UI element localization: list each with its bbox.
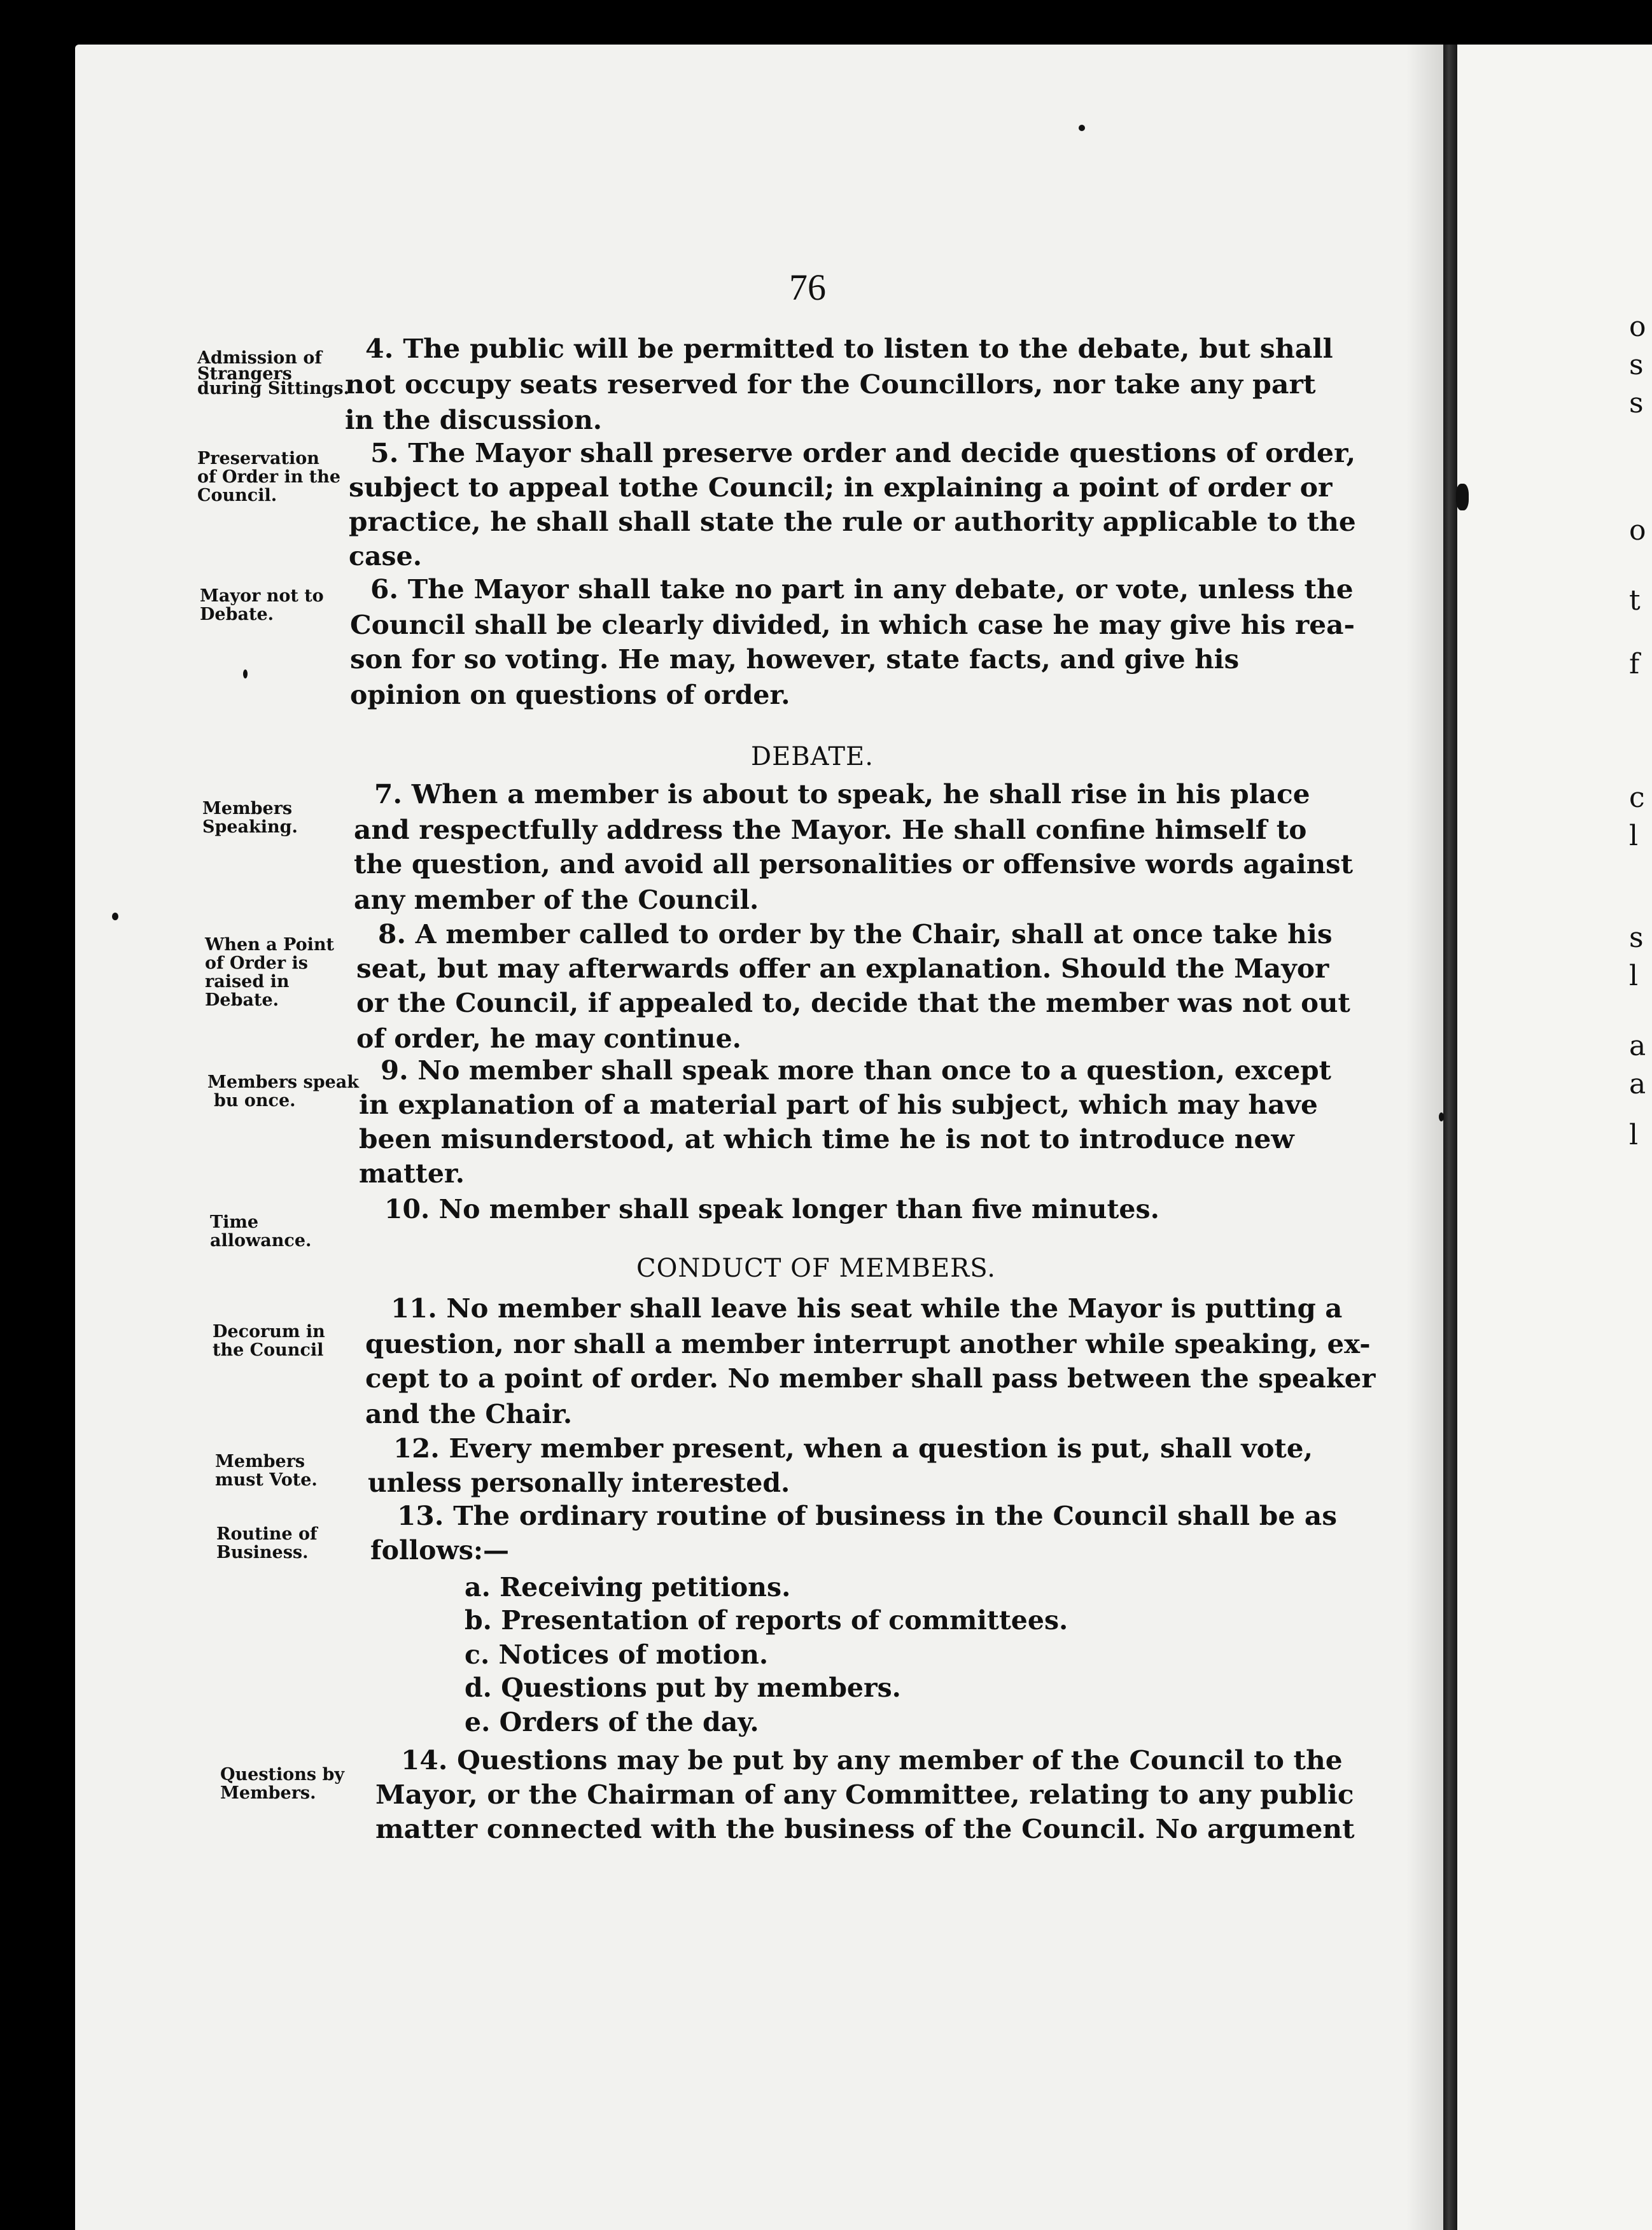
side-note-line: raised in (205, 972, 290, 992)
side-note (205, 936, 334, 1009)
body-line: Council shall be clearly divided, in which case he may give his rea- (350, 610, 1355, 640)
body-line: son for so voting. He may, however, state facts, and give his (350, 644, 1240, 675)
side-note (207, 1073, 359, 1110)
side-note (197, 349, 349, 396)
side-note-line: allowance. (210, 1231, 312, 1251)
facing-page-fragment: o (1629, 311, 1646, 343)
side-note-line: Mayor not to (200, 586, 324, 606)
facing-page-fragment: s (1629, 922, 1644, 954)
facing-page-fragment: l (1629, 1119, 1639, 1151)
side-note-line: Admission of (197, 348, 322, 368)
body-line: 10. No member shall speak longer than five minutes. (384, 1194, 1159, 1224)
body-line: been misunderstood, at which time he is not to introduce new (359, 1124, 1294, 1154)
list-item: b. Presentation of reports of committees. (465, 1605, 1068, 1636)
side-note-line: of Order in the (197, 467, 341, 487)
side-note-line: must Vote. (215, 1470, 318, 1490)
side-note (202, 799, 298, 836)
list-item: e. Orders of the day. (465, 1707, 759, 1737)
facing-page-fragment: a (1629, 1068, 1646, 1100)
side-note-line: Debate. (200, 605, 274, 624)
body-line: cept to a point of order. No member shall pass between the speaker (365, 1363, 1376, 1394)
body-line: matter. (359, 1158, 465, 1189)
side-note-line: Questions by (220, 1765, 345, 1785)
book-spine (1443, 45, 1457, 2230)
body-line: matter connected with the business of the Council. No argument (375, 1814, 1355, 1844)
list-item: a. Receiving petitions. (465, 1572, 791, 1602)
ink-speck (1456, 484, 1469, 510)
side-note-line: of Order is (205, 953, 308, 973)
body-line: the question, and avoid all personalities or offensive words against (354, 849, 1354, 880)
body-line: 6. The Mayor shall take no part in any debate, or vote, unless the (370, 574, 1354, 605)
section-heading: DEBATE. (751, 742, 874, 771)
facing-page-fragment: f (1629, 648, 1640, 680)
body-line: follows:— (370, 1535, 509, 1566)
side-note-line: Members (215, 1452, 305, 1471)
ink-speck (1079, 125, 1085, 131)
section-heading: CONDUCT OF MEMBERS. (636, 1254, 996, 1283)
body-line: 9. No member shall speak more than once to a question, except (381, 1055, 1331, 1086)
body-line: 11. No member shall leave his seat while the Mayor is putting a (391, 1293, 1343, 1324)
ink-speck (1439, 1112, 1444, 1121)
body-line: 4. The public will be permitted to listen to the debate, but shall (365, 333, 1333, 364)
body-line: Mayor, or the Chairman of any Committee, relating to any public (375, 1779, 1354, 1810)
side-note (213, 1322, 325, 1359)
side-note-line: during Sittings. (197, 379, 349, 398)
side-note (216, 1525, 318, 1562)
side-note-line: Council. (197, 486, 277, 505)
facing-page-fragment: l (1629, 960, 1639, 992)
side-note-line: bu once. (214, 1091, 296, 1111)
facing-page-fragment: t (1629, 584, 1641, 617)
body-line: and the Chair. (365, 1399, 573, 1429)
list-item: d. Questions put by members. (465, 1672, 901, 1703)
facing-page (1457, 45, 1652, 2230)
facing-page-fragment: c (1629, 782, 1645, 814)
body-line: of order, he may continue. (356, 1023, 741, 1054)
body-line: and respectfully address the Mayor. He shall confine himself to (354, 815, 1307, 845)
body-line: in the discussion. (345, 405, 603, 435)
ink-speck (243, 670, 248, 678)
side-note-line: Time (210, 1212, 259, 1232)
side-note (220, 1765, 344, 1802)
side-note-line: Members speak (207, 1072, 359, 1092)
body-line: not occupy seats reserved for the Councillors, nor take any part (345, 369, 1316, 400)
body-line: practice, he shall shall state the rule or authority applicable to the (349, 507, 1356, 537)
body-line: or the Council, if appealed to, decide that the member was not out (356, 988, 1350, 1018)
body-line: 7. When a member is about to speak, he shall rise in his place (374, 779, 1310, 810)
side-note-line: Members (202, 799, 293, 818)
side-note (197, 449, 340, 505)
body-line: 8. A member called to order by the Chair, shall at once take his (378, 919, 1333, 950)
side-note-line: When a Point (205, 935, 335, 955)
side-note-line: Preservation (197, 449, 319, 468)
body-line: any member of the Council. (354, 885, 759, 915)
facing-page-fragment: a (1629, 1030, 1646, 1062)
side-note-line: Business. (216, 1543, 309, 1562)
body-line: unless personally interested. (368, 1468, 790, 1498)
body-line: 12. Every member present, when a question is put, shall vote, (393, 1433, 1313, 1464)
side-note (200, 587, 324, 624)
page-number: 76 (789, 267, 826, 308)
body-line: opinion on questions of order. (350, 680, 790, 710)
body-line: subject to appeal tothe Council; in explaining a point of order or (349, 472, 1333, 503)
facing-page-fragment: s (1629, 387, 1644, 419)
gutter-shadow (1406, 45, 1443, 2230)
side-note (215, 1452, 318, 1489)
facing-page-fragment: o (1629, 514, 1646, 547)
side-note-line: the Council (213, 1340, 324, 1360)
side-note-line: Strangers (197, 364, 292, 384)
side-note-line: Routine of (216, 1524, 318, 1544)
facing-page-fragment: s (1629, 349, 1644, 381)
facing-page-fragment: l (1629, 820, 1639, 852)
side-note-line: Decorum in (213, 1322, 325, 1342)
body-line: 14. Questions may be put by any member of the Council to the (401, 1745, 1343, 1776)
body-line: seat, but may afterwards offer an explanation. Should the Mayor (356, 953, 1329, 984)
body-line: in explanation of a material part of his subject, which may have (359, 1090, 1318, 1120)
side-note (210, 1213, 311, 1250)
list-item: c. Notices of motion. (465, 1639, 769, 1670)
side-note-line: Speaking. (202, 817, 298, 837)
ink-speck (112, 913, 118, 920)
body-line: 5. The Mayor shall preserve order and decide questions of order, (370, 438, 1356, 468)
side-note-line: Debate. (205, 990, 279, 1010)
side-note-line: Members. (220, 1783, 316, 1803)
body-line: case. (349, 541, 422, 572)
body-line: 13. The ordinary routine of business in the Council shall be as (397, 1501, 1338, 1531)
body-line: question, nor shall a member interrupt another while speaking, ex- (365, 1329, 1371, 1359)
